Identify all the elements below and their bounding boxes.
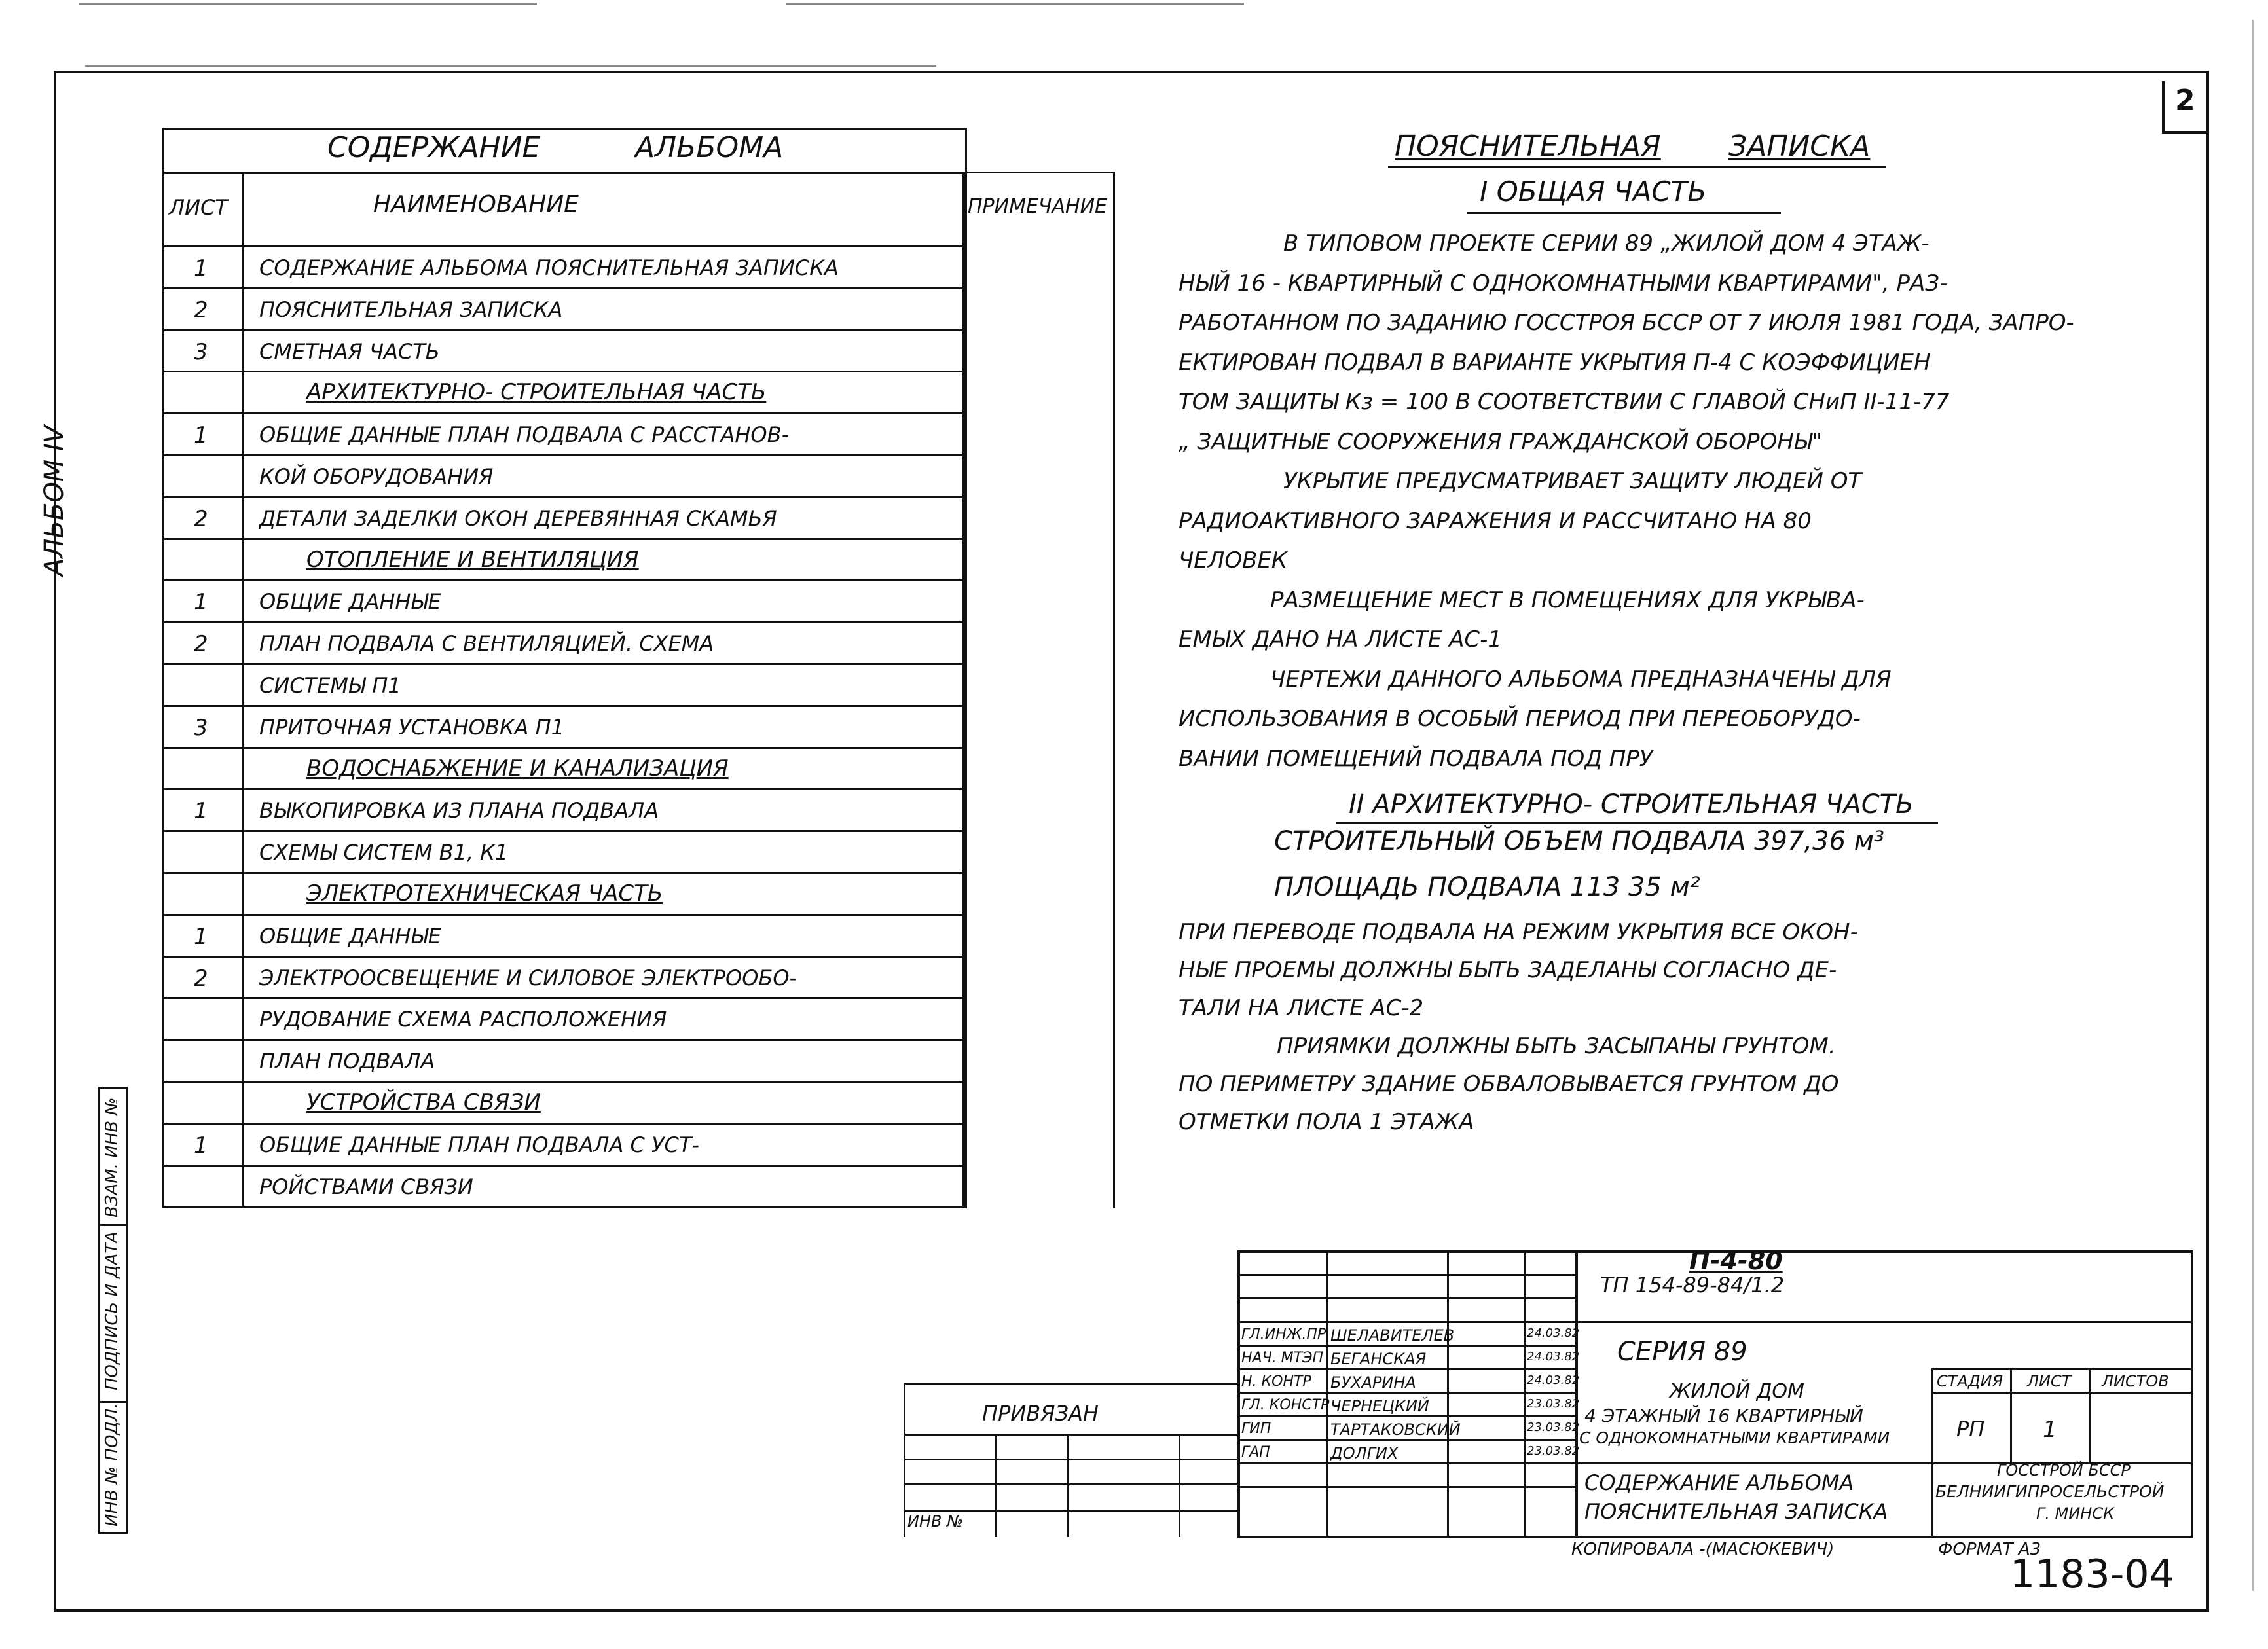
- note-line: ОТМЕТКИ ПОЛА 1 ЭТАЖА: [1179, 1109, 1474, 1135]
- note-volume: СТРОИТЕЛЬНЫЙ ОБЪЕМ ПОДВАЛА 397,36 м³: [1274, 826, 1884, 856]
- row-text: ОБЩИЕ ДАННЫЕ: [259, 589, 441, 615]
- sheet-number: 2: [2175, 84, 2195, 117]
- stamp-sheet-head: ЛИСТ: [2027, 1372, 2072, 1390]
- table-row: [162, 665, 967, 707]
- stamp-person-name: ДОЛГИХ: [1330, 1444, 1399, 1462]
- side-stamp-sign: ПОДПИСЬ И ДАТА: [102, 1231, 122, 1390]
- table-row: [162, 999, 967, 1041]
- row-sheet: 1: [194, 923, 208, 950]
- row-text: КОЙ ОБОРУДОВАНИЯ: [259, 464, 494, 489]
- section-title: ЭЛЕКТРОТЕХНИЧЕСКАЯ ЧАСТЬ: [306, 880, 663, 907]
- row-text: СХЕМЫ СИСТЕМ В1, К1: [259, 840, 509, 865]
- note-section-2: II АРХИТЕКТУРНО- СТРОИТЕЛЬНАЯ ЧАСТЬ: [1349, 789, 1914, 820]
- stamp-building-1: ЖИЛОЙ ДОМ: [1670, 1380, 1804, 1403]
- stamp-person-name: БЕГАНСКАЯ: [1330, 1350, 1427, 1368]
- row-text: ПЛАН ПОДВАЛА С ВЕНТИЛЯЦИЕЙ. СХЕМА: [259, 631, 714, 657]
- note-section-1: I ОБЩАЯ ЧАСТЬ: [1480, 175, 1707, 208]
- row-text: ПОЯСНИТЕЛЬНАЯ ЗАПИСКА: [259, 297, 563, 322]
- row-text: ПРИТОЧНАЯ УСТАНОВКА П1: [259, 714, 565, 740]
- stamp-person-date: 24.03.82: [1527, 1350, 1580, 1364]
- side-stamp-replace: ВЗАМ. ИНВ №: [102, 1097, 122, 1218]
- stamp-code-1: П-4-80: [1689, 1246, 1783, 1275]
- row-sheet: 2: [194, 505, 208, 532]
- stamp-code-2: ТП 154-89-84/1.2: [1600, 1273, 1785, 1297]
- stamp-sheets-head: ЛИСТОВ: [2102, 1372, 2169, 1390]
- table-row: [162, 414, 967, 456]
- note-line: В ТИПОВОМ ПРОЕКТЕ СЕРИИ 89 „ЖИЛОЙ ДОМ 4 ЭТАЖ-: [1283, 230, 1930, 257]
- stamp-person-name: ЧЕРНЕЦКИЙ: [1330, 1397, 1429, 1415]
- side-stamp-inv: ИНВ № ПОДЛ.: [102, 1403, 122, 1527]
- stamp-inv: ИНВ №: [907, 1512, 964, 1531]
- table-row: [162, 498, 967, 540]
- note-line: ПРИ ПЕРЕВОДЕ ПОДВАЛА НА РЕЖИМ УКРЫТИЯ ВСЕ ОКОН-: [1179, 919, 1858, 945]
- col-note-header: ПРИМЕЧАНИЕ: [968, 195, 1107, 218]
- section-title: ОТОПЛЕНИЕ И ВЕНТИЛЯЦИЯ: [306, 546, 639, 573]
- table-row: [162, 790, 967, 832]
- row-sheet: 1: [194, 422, 208, 449]
- note-title-2: ЗАПИСКА: [1728, 130, 1871, 163]
- row-text: ОБЩИЕ ДАННЫЕ ПЛАН ПОДВАЛА С УСТ-: [259, 1132, 699, 1157]
- table-row: [162, 916, 967, 958]
- stamp-person-role: ГАП: [1241, 1444, 1270, 1460]
- stamp-building-3: С ОДНОКОМНАТНЫМИ КВАРТИРАМИ: [1579, 1428, 1890, 1447]
- stamp-sheet: 1: [2043, 1417, 2057, 1443]
- stamp-person-name: БУХАРИНА: [1330, 1373, 1416, 1392]
- stamp-person-role: Н. КОНТР: [1241, 1373, 1311, 1390]
- table-row: [162, 1041, 967, 1083]
- stamp-person-role: ГЛ.ИНЖ.ПР: [1241, 1326, 1326, 1343]
- section-row: [162, 540, 967, 582]
- note-line: РАДИОАКТИВНОГО ЗАРАЖЕНИЯ И РАССЧИТАНО НА 80: [1179, 507, 1812, 534]
- section-title: ВОДОСНАБЖЕНИЕ И КАНАЛИЗАЦИЯ: [306, 755, 729, 782]
- row-sheet: 2: [194, 631, 208, 658]
- note-line: ЧЕЛОВЕК: [1179, 547, 1288, 573]
- stamp-person-role: ГЛ. КОНСТР: [1241, 1397, 1330, 1413]
- note-line: НЫЙ 16 - КВАРТИРНЫЙ С ОДНОКОМНАТНЫМИ КВАРТИРАМИ", РАЗ-: [1179, 270, 1948, 297]
- col-name-header: НАИМЕНОВАНИЕ: [373, 191, 579, 218]
- stamp-person-name: ШЕЛАВИТЕЛЕВ: [1330, 1326, 1455, 1345]
- row-text: ОБЩИЕ ДАННЫЕ ПЛАН ПОДВАЛА С РАССТАНОВ-: [259, 422, 790, 448]
- row-sheet: 1: [194, 1132, 208, 1159]
- table-row: [162, 331, 967, 373]
- row-text: ОБЩИЕ ДАННЫЕ: [259, 923, 441, 949]
- row-text: ВЫКОПИРОВКА ИЗ ПЛАНА ПОДВАЛА: [259, 798, 659, 824]
- col-sheet-header: ЛИСТ: [169, 195, 228, 220]
- row-sheet: 3: [194, 338, 208, 365]
- stamp-person-date: 23.03.82: [1527, 1421, 1580, 1434]
- row-text: ПЛАН ПОДВАЛА: [259, 1049, 435, 1074]
- note-line: ПО ПЕРИМЕТРУ ЗДАНИЕ ОБВАЛОВЫВАЕТСЯ ГРУНТОМ ДО: [1179, 1071, 1839, 1097]
- row-text: СОДЕРЖАНИЕ АЛЬБОМА ПОЯСНИТЕЛЬНАЯ ЗАПИСКА: [259, 255, 839, 280]
- stamp-stage-head: СТАДИЯ: [1937, 1372, 2003, 1390]
- row-text: СМЕТНАЯ ЧАСТЬ: [259, 338, 440, 364]
- row-sheet: 2: [194, 965, 208, 992]
- note-line: НЫЕ ПРОЕМЫ ДОЛЖНЫ БЫТЬ ЗАДЕЛАНЫ СОГЛАСНО ДЕ-: [1179, 957, 1837, 983]
- note-line: РАБОТАННОМ ПО ЗАДАНИЮ ГОССТРОЯ БССР ОТ 7 ИЮЛЯ 1981 ГОДА, ЗАПРО-: [1179, 310, 2074, 336]
- stamp-org-2: БЕЛНИИГИПРОСЕЛЬСТРОЙ: [1935, 1482, 2165, 1501]
- table-row: [162, 1125, 967, 1167]
- contents-title: СОДЕРЖАНИЕ: [327, 131, 541, 164]
- stamp-person-role: НАЧ. МТЭП: [1241, 1350, 1323, 1366]
- note-line: ТОМ ЗАЩИТЫ Кз = 100 В СООТВЕТСТВИИ С ГЛАВОЙ СНиП II-11-77: [1179, 389, 1950, 415]
- table-row: [162, 456, 967, 498]
- row-sheet: 1: [194, 589, 208, 616]
- stamp-person-date: 24.03.82: [1527, 1326, 1580, 1340]
- stamp-binding: ПРИВЯЗАН: [982, 1401, 1099, 1426]
- note-line: ТАЛИ НА ЛИСТЕ АС-2: [1179, 995, 1424, 1021]
- stamp-person-date: 23.03.82: [1527, 1397, 1580, 1411]
- stamp-doc-title-1: СОДЕРЖАНИЕ АЛЬБОМА: [1584, 1470, 1854, 1495]
- note-line: РАЗМЕЩЕНИЕ МЕСТ В ПОМЕЩЕНИЯХ ДЛЯ УКРЫВА-: [1270, 587, 1865, 613]
- section-row: [162, 749, 967, 791]
- table-row: [162, 247, 967, 289]
- stamp-person-name: ТАРТАКОВСКИЙ: [1330, 1421, 1461, 1439]
- stamp-copied: КОПИРОВАЛА -(МАСЮКЕВИЧ): [1571, 1540, 1835, 1559]
- section-title: УСТРОЙСТВА СВЯЗИ: [306, 1089, 541, 1115]
- table-row: [162, 958, 967, 1000]
- row-text: ЭЛЕКТРООСВЕЩЕНИЕ И СИЛОВОЕ ЭЛЕКТРООБО-: [259, 965, 797, 990]
- stamp-stage: РП: [1956, 1417, 1985, 1441]
- stamp-org-1: ГОССТРОЙ БССР: [1997, 1461, 2131, 1479]
- row-sheet: 2: [194, 297, 208, 323]
- stamp-person-date: 24.03.82: [1527, 1373, 1580, 1387]
- row-text: РУДОВАНИЕ СХЕМА РАСПОЛОЖЕНИЯ: [259, 1007, 667, 1032]
- note-title: ПОЯСНИТЕЛЬНАЯ: [1395, 130, 1661, 163]
- table-row: [162, 1167, 967, 1208]
- row-text: РОЙСТВАМИ СВЯЗИ: [259, 1174, 473, 1199]
- row-sheet: 3: [194, 714, 208, 741]
- note-line: УКРЫТИЕ ПРЕДУСМАТРИВАЕТ ЗАЩИТУ ЛЮДЕЙ ОТ: [1283, 468, 1862, 494]
- note-line: ЕКТИРОВАН ПОДВАЛ В ВАРИАНТЕ УКРЫТИЯ П-4 С КОЭФФИЦИЕН: [1179, 349, 1931, 376]
- stamp-building-2: 4 ЭТАЖНЫЙ 16 КВАРТИРНЫЙ: [1584, 1405, 1864, 1426]
- note-line: „ ЗАЩИТНЫЕ СООРУЖЕНИЯ ГРАЖДАНСКОЙ ОБОРОНЫ": [1179, 428, 1823, 455]
- section-title: АРХИТЕКТУРНО- СТРОИТЕЛЬНАЯ ЧАСТЬ: [306, 379, 767, 406]
- table-row: [162, 289, 967, 331]
- table-row: [162, 707, 967, 749]
- stamp-org-3: Г. МИНСК: [2036, 1504, 2115, 1523]
- bottom-number: 1183-04: [2010, 1551, 2174, 1597]
- contents-title-2: АЛЬБОМА: [635, 131, 784, 164]
- album-label: АЛЬБОМ IV: [39, 425, 69, 576]
- note-line: ИСПОЛЬЗОВАНИЯ В ОСОБЫЙ ПЕРИОД ПРИ ПЕРЕОБОРУДО-: [1179, 706, 1861, 732]
- row-text: СИСТЕМЫ П1: [259, 673, 401, 698]
- note-line: ВАНИИ ПОМЕЩЕНИЙ ПОДВАЛА ПОД ПРУ: [1179, 745, 1653, 772]
- row-sheet: 1: [194, 255, 208, 281]
- section-row: [162, 874, 967, 916]
- section-row: [162, 1083, 967, 1125]
- table-row: [162, 623, 967, 665]
- row-sheet: 1: [194, 798, 208, 825]
- row-text: ДЕТАЛИ ЗАДЕЛКИ ОКОН ДЕРЕВЯННАЯ СКАМЬЯ: [259, 505, 777, 531]
- note-area: ПЛОЩАДЬ ПОДВАЛА 113 35 м²: [1274, 872, 1700, 902]
- stamp-format: ФОРМАТ А3: [1938, 1540, 2041, 1559]
- note-line: ПРИЯМКИ ДОЛЖНЫ БЫТЬ ЗАСЫПАНЫ ГРУНТОМ.: [1277, 1033, 1836, 1059]
- stamp-person-role: ГИП: [1241, 1421, 1271, 1437]
- section-row: [162, 372, 967, 414]
- stamp-person-date: 23.03.82: [1527, 1444, 1580, 1458]
- table-row: [162, 581, 967, 623]
- note-line: ЧЕРТЕЖИ ДАННОГО АЛЬБОМА ПРЕДНАЗНАЧЕНЫ ДЛЯ: [1270, 666, 1892, 693]
- stamp-series: СЕРИЯ 89: [1617, 1337, 1747, 1367]
- note-line: ЕМЫХ ДАНО НА ЛИСТЕ АС-1: [1179, 626, 1503, 653]
- table-row: [162, 832, 967, 874]
- stamp-doc-title-2: ПОЯСНИТЕЛЬНАЯ ЗАПИСКА: [1584, 1499, 1888, 1524]
